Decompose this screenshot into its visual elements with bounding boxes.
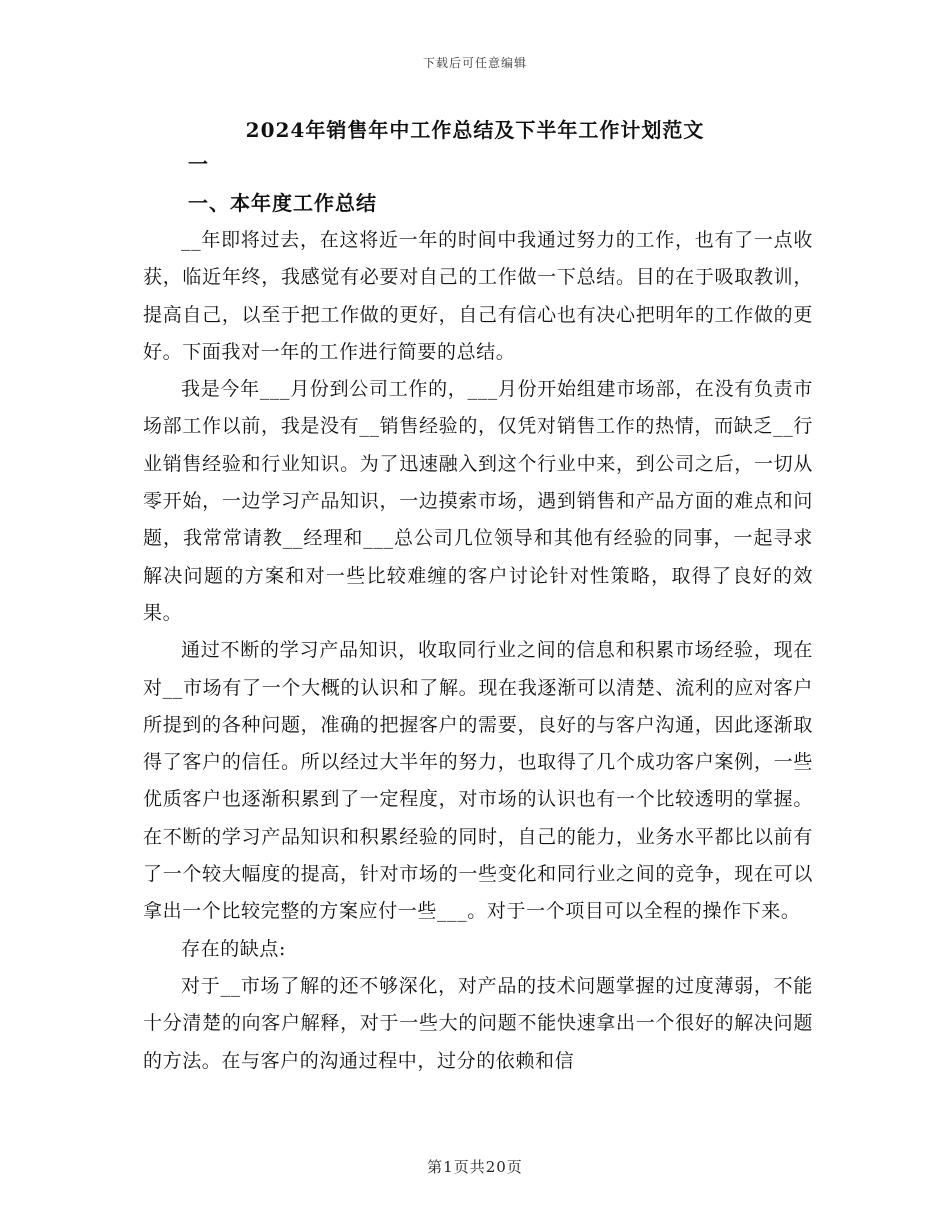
- document-title-continuation: 一: [188, 152, 208, 176]
- section-heading: 一、本年度工作总结: [188, 191, 377, 215]
- document-title: 2024年销售年中工作总结及下半年工作计划范文: [245, 118, 705, 142]
- document-body: [143, 222, 813, 1080]
- paragraph: __年即将过去，在这将近一年的时间中我通过努力的工作，也有了一点收获，临近年终，我感觉有必要对自己的工作做一下总结。目的在于吸取教训，提高自己，以至于把工作做的更好，自己有信心也有决心把明年的工作做的更好。下面我对一年的工作进行简要的总结。: [143, 229, 813, 363]
- paragraph: 我是今年___月份到公司工作的，___月份开始组建市场部，在没有负责市场部工作以前，我是没有__销售经验的，仅凭对销售工作的热情，而缺乏__行业销售经验和行业知识。为了迅速融入到这个行业中来，到公司之后，一切从零开始，一边学习产品知识，一边摸索市场，遇到销售和产品方面的难点和问题，我常常请教__经理和___总公司几位领导和其他有经验的同事，一起寻求解决问题的方案和对一些比较难缠的客户讨论针对性策略，取得了良好的效果。: [143, 378, 813, 624]
- paragraph: 通过不断的学习产品知识，收取同行业之间的信息和积累市场经验，现在对__市场有了一个大概的认识和了解。现在我逐渐可以清楚、流利的应对客户所提到的各种问题，准确的把握客户的需要，良好的与客户沟通，因此逐渐取得了客户的信任。所以经过大半年的努力，也取得了几个成功客户案例，一些优质客户也逐渐积累到了一定程度，对市场的认识也有一个比较透明的掌握。在不断的学习产品知识和积累经验的同时，自己的能力，业务水平都比以前有了一个较大幅度的提高，针对市场的一些变化和同行业之间的竞争，现在可以拿出一个比较完整的方案应付一些___。对于一个项目可以全程的操作下来。: [143, 639, 813, 923]
- page-number: 第1页共20页: [427, 1158, 523, 1176]
- header-note: 下载后可任意编辑: [422, 56, 527, 70]
- paragraph: 对于__市场了解的还不够深化，对产品的技术问题掌握的过度薄弱，不能十分清楚的向客户解释，对于一些大的问题不能快速拿出一个很好的解决问题的方法。在与客户的沟通过程中，过分的依赖和信: [143, 974, 813, 1072]
- paragraph: 存在的缺点:: [181, 937, 287, 960]
